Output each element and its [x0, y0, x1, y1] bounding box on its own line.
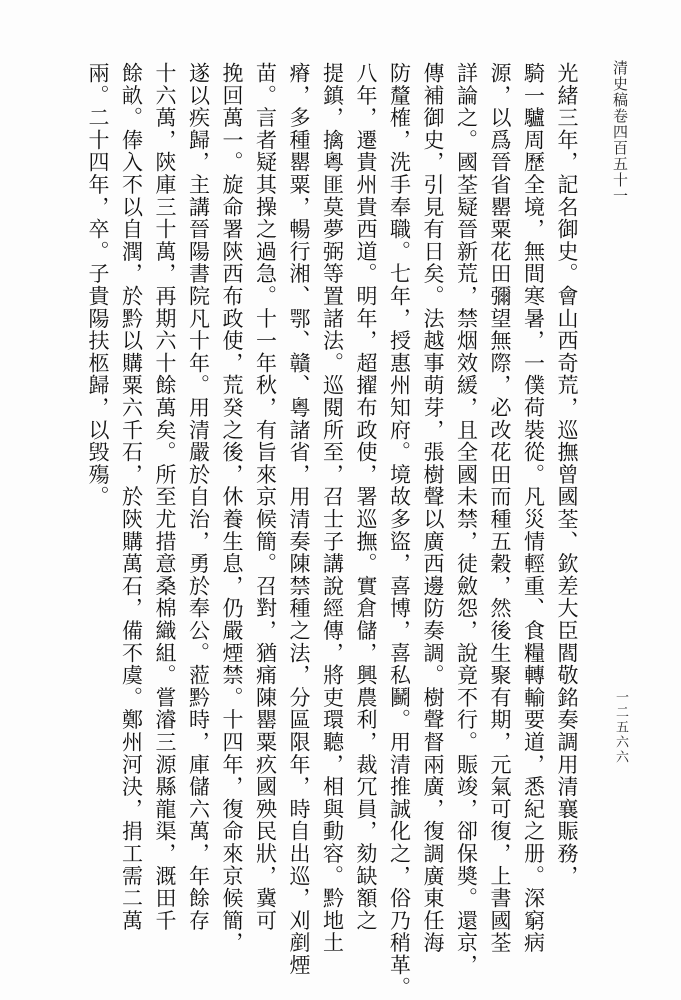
text-column-11: 挽回萬一。旋命署陝西布政使，荒癸之後，休養生息，仍嚴煙禁。十四年，復命來京候簡， — [220, 62, 244, 954]
text-column-6: 防釐榷，洗手奉職。七年，授惠州知府。境故多盜，喜博，喜私鬭。用清推誠化之，俗乃稍革。 — [387, 62, 412, 999]
text-column-3: 源，以爲晉省罌粟花田彌望無際，必改花田而種五穀，然後生聚有期，元氣可復，上書國荃 — [488, 62, 512, 954]
text-column-14: 餘畝。俸入不以自潤，於黔以購粟六千石，於陝購萬石，備不虞。鄭州河決，捐工需二萬 — [119, 62, 144, 932]
text-column-13: 十六萬，陝庫三十萬，再期六十餘萬矣。所至尤措意桑棉織組。嘗濬三源縣龍渠，溉田千 — [153, 62, 177, 932]
text-column-12: 遂以疾歸，主講晉陽書院凡十年。用清嚴於自治，勇於奉公。蒞黔時，庫儲六萬，年餘存 — [186, 62, 211, 932]
text-column-2: 騎一驢周歷全境，無間寒暑，一僕荷裝從。凡災情輕重、食糧轉輸要道，悉紀之册。深窮病 — [521, 62, 546, 954]
text-column-15: 兩。二十四年，卒。子貴陽扶柩歸，以毁殤。 — [86, 62, 110, 508]
text-column-10: 苗。言者疑其操之過急。十一年秋，有旨來京候簡。召對，猶痛陳罌粟疚國殃民狀，冀可 — [253, 62, 278, 932]
body-text — [81, 62, 584, 999]
running-head: 清史稿卷四百五十一 — [611, 60, 629, 204]
text-column-8: 提鎮，擒粵匪莫夢弼等置諸法。巡閱所至，召士子講說經傳，將吏環聽，相與動容。黔地土 — [320, 62, 345, 954]
text-column-7: 八年，遷貴州貴西道。明年，超擢布政使，署巡撫。實倉儲，興農利，裁冗員，劾缺額之 — [354, 62, 378, 932]
text-column-4: 詳論之。國荃疑晉新荒，禁烟效緩，且全國未禁，徒斂怨，說竟不行。賑竣，卻保奬。還京， — [454, 62, 479, 977]
text-column-5: 傳補御史，引見有日矣。法越事萌芽，張樹聲以廣西邊防奏調。樹聲督兩廣，復調廣東任海 — [421, 62, 445, 954]
text-column-9: 瘠，多種罌粟，暢行湘、鄂、贛、粵諸省，用清奏陳禁種之法，分區限年，時自出巡，刈剷煙 — [287, 62, 311, 977]
page-number: 一二五六六 — [613, 690, 628, 765]
text-column-1: 光緒三年，記名御史。會山西奇荒，巡撫曾國荃、欽差大臣閻敬銘奏調用清襄賑務， — [555, 62, 579, 888]
